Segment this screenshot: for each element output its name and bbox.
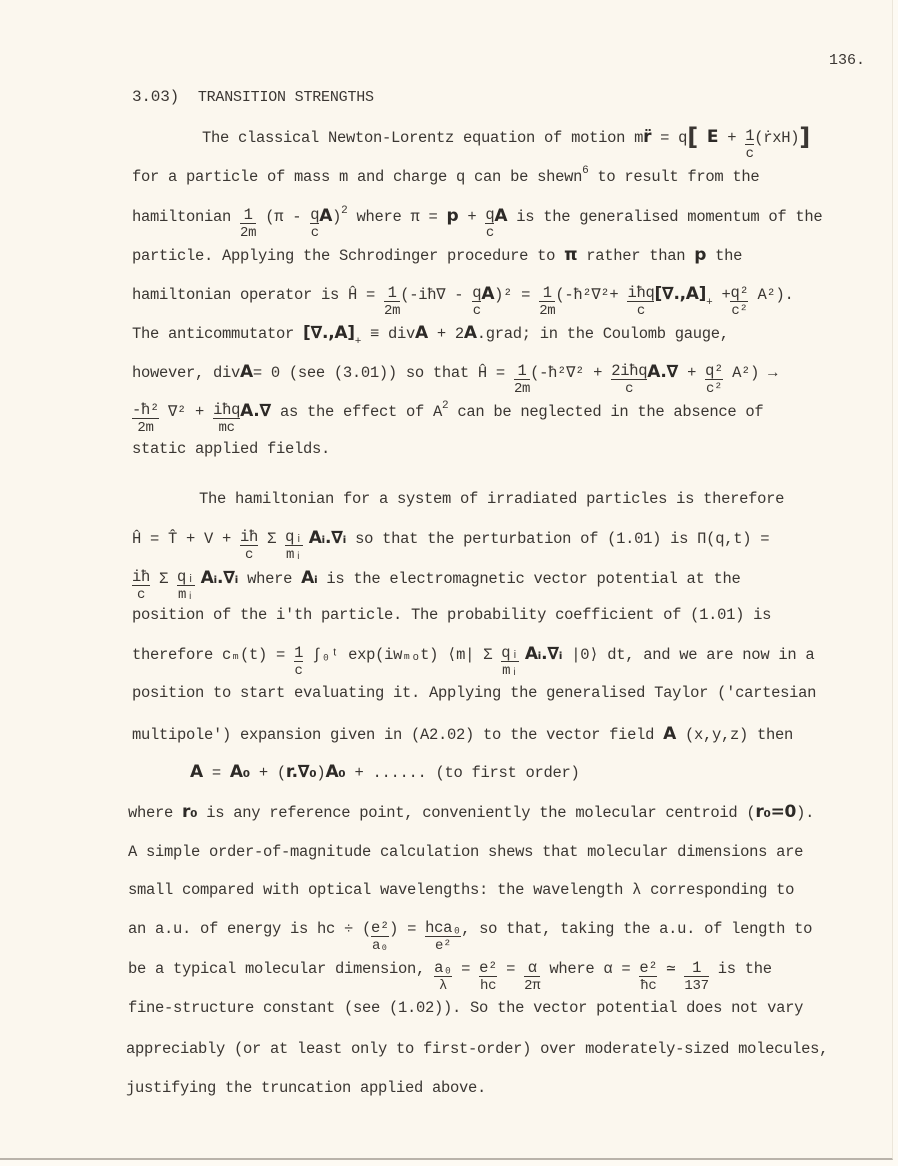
- display-equation: [190, 763, 580, 782]
- text: A²) →: [723, 364, 778, 382]
- numerator: 1: [294, 644, 304, 662]
- text: the: [706, 247, 743, 265]
- vector-A: A: [481, 284, 495, 304]
- denominator: c: [244, 547, 254, 563]
- numerator: iħq: [213, 401, 241, 419]
- text: =: [497, 960, 525, 978]
- r-dot-nabla: r.∇₀: [285, 762, 317, 782]
- text: ): [316, 764, 326, 782]
- text-line: A simple order-of-magnitude calculation shews that molecular dimensions are: [128, 843, 804, 861]
- vector-p: p: [446, 206, 459, 226]
- text-line: [132, 323, 729, 348]
- text: =: [452, 960, 480, 978]
- numerator: 1: [539, 285, 555, 302]
- text-line: [202, 123, 810, 163]
- vector-A: A: [663, 724, 676, 744]
- numerator: qᵢ: [285, 528, 304, 546]
- text: (-ħ²∇² +: [530, 364, 612, 382]
- fraction: [501, 645, 519, 680]
- r-double-dot: r̈: [643, 127, 652, 147]
- text-line: position to start evaluating it. Applying the generalised Taylor ('cartesian: [132, 684, 817, 702]
- fraction: [745, 128, 754, 163]
- text: + ...... (to first order): [345, 764, 580, 782]
- text: where: [238, 570, 302, 588]
- text: (π -: [265, 208, 311, 226]
- denominator: 2m: [513, 381, 531, 397]
- fraction: [627, 285, 654, 320]
- section-title: TRANSITION STRENGTHS: [197, 89, 374, 106]
- vector-A-dot-nabla: Aᵢ.∇ᵢ: [303, 528, 347, 548]
- subscript: +: [706, 297, 713, 309]
- text-line: [132, 529, 769, 564]
- vector-A: A: [494, 206, 508, 226]
- text: The classical Newton-Lorentz equation of motion m: [202, 129, 644, 147]
- text: is the electromagnetic vector potential at the: [317, 570, 741, 588]
- fraction: [384, 285, 400, 320]
- vector-A-dot-nabla: Aᵢ.∇ᵢ: [519, 644, 563, 664]
- denominator: 2m: [384, 303, 401, 319]
- text: so that the perturbation of (1.01) is Π(q,t) =: [346, 530, 770, 548]
- vector-A: A: [415, 323, 428, 343]
- numerator: q²: [730, 284, 749, 302]
- text-line: [132, 402, 763, 437]
- text: ) =: [389, 920, 426, 938]
- text-line: The hamiltonian for a system of irradiated particles is therefore: [199, 490, 785, 508]
- vector-E: E: [706, 127, 719, 147]
- denominator: mᵢ: [177, 587, 195, 603]
- text: (ṙxH): [754, 129, 800, 147]
- fraction: [132, 569, 150, 604]
- summation: Σ: [258, 530, 286, 548]
- fraction: [310, 207, 319, 242]
- fraction: [425, 920, 461, 955]
- numerator: qᵢ: [501, 644, 520, 662]
- denominator: 137: [684, 978, 709, 994]
- footnote-ref: 6: [582, 165, 589, 177]
- text: (x,y,z) then: [675, 726, 793, 744]
- section-heading: [132, 88, 374, 106]
- fraction: [479, 960, 497, 995]
- text: ≃: [657, 960, 685, 978]
- text: particle. Applying the Schrodinger procedure to: [132, 247, 565, 265]
- symbol-pi: π: [564, 245, 578, 265]
- text: |0⟩ dt, and we are now in a: [562, 646, 815, 664]
- numerator: qᵢ: [177, 568, 196, 586]
- text: therefore cₘ(t) =: [132, 646, 295, 664]
- text-line: [132, 285, 793, 320]
- numerator: 1: [384, 285, 400, 302]
- text: where π =: [347, 208, 447, 226]
- text: Ĥ = T̂ + V +: [132, 530, 241, 548]
- text: A²).: [748, 286, 794, 304]
- numerator: 1: [514, 363, 530, 380]
- text-line: small compared with optical wavelengths: the wavelength λ corresponding to: [128, 881, 795, 899]
- numerator: 1: [240, 207, 256, 224]
- text: (-ħ²∇²+: [555, 286, 628, 304]
- text: (-iħ∇ -: [400, 286, 473, 304]
- denominator: ħc: [640, 978, 657, 994]
- vector-A-dot-nabla: A.∇: [647, 362, 679, 382]
- text: ≡ div: [361, 325, 416, 343]
- fraction: [285, 529, 303, 564]
- text: be a typical molecular dimension,: [128, 960, 435, 978]
- fraction: [539, 285, 555, 320]
- numerator: q²: [705, 362, 724, 380]
- text-line: appreciably (or at least only to first-order) over moderately-sized molecules,: [126, 1040, 829, 1058]
- anticommutator: [∇.,A]: [303, 323, 355, 343]
- text-line: [132, 725, 793, 744]
- denominator: c: [294, 663, 303, 679]
- vector-A: A: [240, 362, 253, 382]
- text: , so that, taking the a.u. of length to: [461, 920, 813, 938]
- numerator: α: [524, 960, 540, 977]
- vector-A: A: [319, 206, 333, 226]
- fraction: [240, 207, 256, 242]
- text: is the: [708, 960, 772, 978]
- denominator: c: [310, 225, 319, 241]
- fraction: [240, 529, 258, 564]
- text: + (: [249, 764, 286, 782]
- text: where: [128, 804, 183, 822]
- numerator: e²: [479, 959, 498, 977]
- fraction: [611, 363, 647, 398]
- text: an a.u. of energy is hc ÷ (: [128, 920, 372, 938]
- text-line: fine-structure constant (see (1.02)). So the vector potential does not vary: [128, 999, 804, 1017]
- text-line: position of the i'th particle. The probability coefficient of (1.01) is: [132, 606, 772, 624]
- text-line: [132, 165, 760, 188]
- denominator: λ: [439, 978, 448, 994]
- numerator: e²: [639, 959, 658, 977]
- fraction: [472, 285, 481, 320]
- vector-A: A: [463, 323, 477, 343]
- text: hamiltonian: [132, 208, 232, 226]
- numerator: q: [485, 206, 495, 224]
- text-line: [128, 920, 812, 955]
- denominator: c: [636, 303, 645, 319]
- fraction: [213, 402, 240, 437]
- fraction: [524, 960, 540, 995]
- denominator: a₀: [371, 938, 389, 954]
- text: can be neglected in the absence of: [448, 403, 764, 421]
- denominator: c: [625, 381, 634, 397]
- text: +: [458, 208, 486, 226]
- text: The anticommutator: [132, 325, 304, 343]
- text: is the generalised momentum of the: [507, 208, 823, 226]
- text: is any reference point, conveniently the molecular centroid (: [197, 804, 756, 822]
- denominator: c: [472, 303, 481, 319]
- vector-r0-zero: r₀=0: [755, 802, 797, 822]
- numerator: -ħ²: [132, 401, 160, 419]
- exponent: 2: [341, 205, 348, 217]
- fraction: [705, 363, 723, 398]
- vector-A0: A₀: [229, 762, 250, 782]
- fraction: [730, 285, 748, 320]
- numerator: q: [472, 284, 482, 302]
- text: to result from the: [588, 168, 760, 186]
- numerator: iħ: [240, 528, 259, 546]
- denominator: 2π: [524, 978, 541, 994]
- text-line: [132, 645, 814, 680]
- summation: Σ: [150, 570, 178, 588]
- denominator: mc: [218, 420, 235, 436]
- denominator: hc: [480, 978, 497, 994]
- text-line: [128, 960, 772, 995]
- text: ∇² +: [159, 403, 214, 421]
- text: = q: [651, 129, 688, 147]
- denominator: mᵢ: [285, 547, 303, 563]
- vector-A-dot-nabla: Aᵢ.∇ᵢ: [195, 568, 239, 588]
- text: +: [718, 129, 746, 147]
- denominator: c: [485, 225, 494, 241]
- text-line: justifying the truncation applied above.: [126, 1079, 487, 1097]
- numerator: e²: [371, 919, 390, 937]
- fraction: [684, 960, 708, 995]
- fraction: [485, 207, 494, 242]
- numerator: a₀: [434, 959, 453, 977]
- fraction: [371, 920, 389, 955]
- vector-r0: r₀: [182, 802, 198, 822]
- fraction: [514, 363, 530, 398]
- subscript: +: [354, 336, 362, 348]
- text: rather than: [577, 247, 695, 265]
- text: +: [678, 364, 706, 382]
- numerator: iħq: [627, 284, 655, 302]
- text-line: [132, 569, 740, 604]
- fraction: [639, 960, 657, 995]
- denominator: 2m: [539, 303, 556, 319]
- fraction: [177, 569, 195, 604]
- text: + 2: [427, 325, 464, 343]
- text: +: [712, 286, 731, 304]
- denominator: c: [745, 146, 754, 162]
- vector-A: A: [190, 762, 203, 782]
- numerator: hca₀: [425, 919, 462, 937]
- text-line: static applied fields.: [132, 440, 331, 458]
- text: )² =: [494, 286, 540, 304]
- denominator: c: [136, 587, 146, 603]
- text: = 0 (see (3.01)) so that Ĥ =: [252, 364, 514, 382]
- text-line: [132, 363, 777, 398]
- text: as the effect of A: [270, 403, 442, 421]
- numerator: iħ: [132, 568, 151, 586]
- exponent: 2: [442, 400, 449, 412]
- vector-A: Aᵢ: [301, 568, 318, 588]
- denominator: mᵢ: [502, 663, 519, 679]
- text-line: [132, 246, 742, 265]
- section-number: 3.03): [132, 88, 180, 106]
- fraction: [294, 645, 303, 680]
- text: ): [332, 208, 342, 226]
- text: hamiltonian operator is Ĥ =: [132, 286, 385, 304]
- fraction: [132, 402, 159, 437]
- denominator: 2m: [137, 420, 154, 436]
- anticommutator: [∇.,A]: [654, 284, 707, 304]
- denominator: c²: [706, 381, 723, 397]
- left-bracket: [: [687, 123, 698, 151]
- text-line: [132, 207, 822, 242]
- text: however, div: [132, 364, 241, 382]
- fraction: [434, 960, 452, 995]
- text: =: [202, 764, 230, 782]
- denominator: c²: [731, 303, 748, 319]
- text: where α =: [540, 960, 640, 978]
- denominator: 2m: [240, 225, 257, 241]
- text: multipole') expansion given in (A2.02) to the vector field: [132, 726, 664, 744]
- text: ∫₀ᵗ exp(iwₘₒt) ⟨m| Σ: [303, 646, 502, 664]
- text: .grad; in the Coulomb gauge,: [476, 325, 729, 343]
- denominator: e²: [434, 938, 452, 954]
- page-number: 136.: [829, 52, 866, 69]
- right-bracket: ]: [799, 123, 810, 151]
- vector-A0: A₀: [325, 762, 346, 782]
- numerator: q: [310, 206, 320, 224]
- text: ).: [796, 804, 815, 822]
- vector-p: p: [694, 245, 707, 265]
- text-line: [128, 803, 814, 822]
- text: for a particle of mass m and charge q can be shewn: [132, 168, 583, 186]
- numerator: 1: [684, 960, 708, 977]
- numerator: 1: [745, 127, 755, 145]
- vector-A-dot-nabla: A.∇: [240, 401, 271, 421]
- numerator: 2iħq: [611, 362, 648, 380]
